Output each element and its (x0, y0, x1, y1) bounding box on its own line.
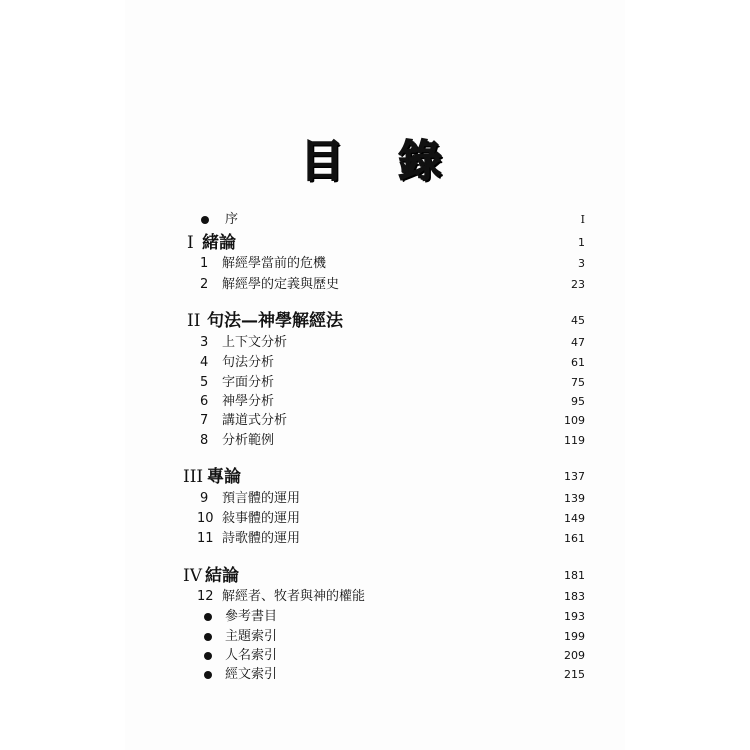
chapter-label: 解經者、牧者與神的權能 (222, 589, 366, 604)
toc-page: I (580, 213, 585, 226)
toc-chapter[interactable] (200, 489, 585, 509)
toc-page: 45 (571, 314, 585, 327)
toc-page: 75 (571, 376, 585, 389)
part-label: 專論 (207, 467, 241, 487)
chapter-label: 上下文分析 (222, 335, 288, 350)
chapter-label: 解經學當前的危機 (222, 256, 327, 271)
toc-page: 181 (564, 569, 585, 582)
toc-page: 161 (564, 532, 585, 545)
chapter-label: 講道式分析 (222, 413, 288, 428)
toc-chapter[interactable] (197, 509, 585, 529)
chapter-number: 8 (200, 433, 209, 448)
bullet-icon (204, 652, 212, 660)
part-label: 結論 (205, 566, 239, 586)
toc-page: 119 (564, 434, 585, 447)
title-char-2: 錄 (398, 136, 442, 187)
part-label: 句法—神學解經法 (207, 311, 343, 331)
title-char-1: 目 (300, 136, 344, 187)
chapter-label: 分析範例 (222, 433, 275, 448)
chapter-label: 字面分析 (222, 375, 275, 390)
chapter-number: 6 (200, 394, 209, 409)
toc-page: 1 (578, 236, 585, 249)
appendix-label: 人名索引 (225, 648, 278, 663)
toc-chapter[interactable] (200, 254, 585, 274)
chapter-label: 解經學的定義與歷史 (222, 277, 340, 292)
toc-page: 47 (571, 336, 585, 349)
toc-part[interactable] (187, 310, 585, 332)
chapter-number: 7 (200, 413, 209, 428)
toc-page: 61 (571, 356, 585, 369)
toc-chapter[interactable] (200, 333, 585, 353)
chapter-number: 1 (200, 256, 209, 271)
toc-appendix[interactable] (200, 607, 585, 627)
toc-page: 193 (564, 610, 585, 623)
appendix-label: 經文索引 (225, 667, 278, 682)
appendix-label: 參考書目 (225, 609, 278, 624)
chapter-label: 詩歌體的運用 (222, 531, 301, 546)
toc-chapter[interactable] (200, 373, 585, 393)
chapter-label: 神學分析 (222, 394, 275, 409)
bullet-icon (204, 633, 212, 641)
chapter-number: 12 (197, 589, 214, 604)
page-title (300, 137, 460, 187)
toc-page: 215 (564, 668, 585, 681)
toc-appendix[interactable] (200, 627, 585, 647)
chapter-number: 11 (197, 531, 214, 546)
toc-page: 95 (571, 395, 585, 408)
toc-page: 109 (564, 414, 585, 427)
toc-appendix[interactable] (200, 665, 585, 685)
chapter-number: 5 (200, 375, 209, 390)
toc-chapter[interactable] (197, 529, 585, 549)
part-label: 緒論 (202, 233, 236, 253)
toc-chapter[interactable] (200, 392, 585, 412)
part-numeral: IV (183, 566, 202, 586)
toc-part[interactable] (183, 466, 585, 488)
toc-preface[interactable] (200, 210, 585, 230)
bullet-icon (204, 613, 212, 621)
toc-page: 3 (578, 257, 585, 270)
toc-appendix[interactable] (200, 646, 585, 666)
toc-page: 149 (564, 512, 585, 525)
chapter-number: 2 (200, 277, 209, 292)
part-numeral: I (187, 233, 194, 253)
bullet-icon (204, 671, 212, 679)
toc-chapter[interactable] (200, 411, 585, 431)
toc-part[interactable] (183, 565, 585, 587)
bullet-icon (201, 216, 209, 224)
toc-page: 137 (564, 470, 585, 483)
chapter-label: 句法分析 (222, 355, 275, 370)
chapter-label: 敍事體的運用 (222, 511, 301, 526)
toc-chapter[interactable] (200, 431, 585, 451)
chapter-number: 9 (200, 491, 209, 506)
part-numeral: III (183, 467, 204, 487)
toc-chapter[interactable] (200, 275, 585, 295)
toc-page: 23 (571, 278, 585, 291)
chapter-number: 10 (197, 511, 214, 526)
toc-label: 序 (225, 212, 239, 227)
toc-page: 209 (564, 649, 585, 662)
part-numeral: II (187, 311, 201, 331)
chapter-number: 3 (200, 335, 209, 350)
toc-page: 139 (564, 492, 585, 505)
toc-chapter[interactable] (197, 587, 585, 607)
toc-page: 183 (564, 590, 585, 603)
toc-part[interactable] (187, 232, 585, 254)
appendix-label: 主題索引 (225, 629, 278, 644)
chapter-label: 預言體的運用 (222, 491, 301, 506)
chapter-number: 4 (200, 355, 209, 370)
toc-page: 199 (564, 630, 585, 643)
toc-chapter[interactable] (200, 353, 585, 373)
